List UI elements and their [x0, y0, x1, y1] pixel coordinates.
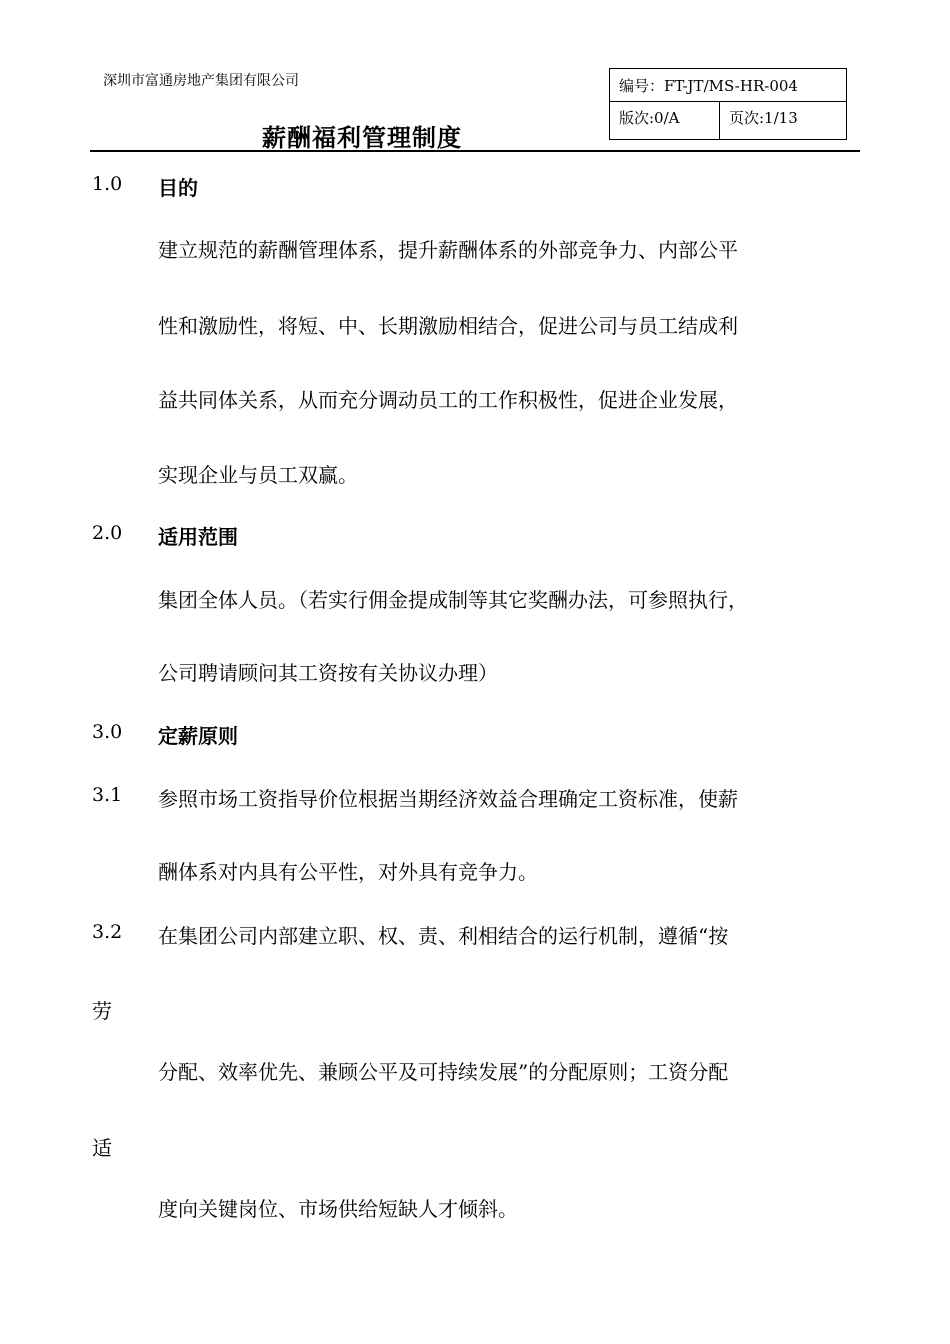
- section-number: 1.0: [92, 173, 123, 195]
- paragraph-line: 在集团公司内部建立职、权、责、利相结合的运行机制，遵循“按: [158, 924, 729, 948]
- section-number: 2.0: [92, 522, 123, 544]
- section-number: 3.0: [92, 721, 123, 743]
- paragraph-line: 劳: [92, 999, 112, 1023]
- cell-divider: [719, 101, 720, 139]
- paragraph-line: 分配、效率优先、兼顾公平及可持续发展”的分配原则；工资分配: [158, 1060, 729, 1084]
- page-indicator: 页次:1/13: [729, 109, 798, 127]
- paragraph-line: 适: [92, 1136, 112, 1160]
- paragraph-line: 度向关键岗位、市场供给短缺人才倾斜。: [158, 1197, 518, 1221]
- document-title: 薪酬福利管理制度: [262, 123, 462, 152]
- document-version: 版次:0/A: [619, 109, 680, 127]
- document-code-box: [609, 68, 847, 140]
- company-name: 深圳市富通房地产集团有限公司: [103, 73, 299, 89]
- paragraph-line: 实现企业与员工双赢。: [158, 463, 358, 487]
- paragraph-line: 公司聘请顾问其工资按有关协议办理）: [158, 661, 498, 685]
- paragraph-line: 建立规范的薪酬管理体系，提升薪酬体系的外部竞争力、内部公平: [158, 238, 738, 262]
- paragraph-line: 益共同体关系，从而充分调动员工的工作积极性，促进企业发展，: [158, 388, 738, 412]
- header-rule: [90, 150, 860, 152]
- paragraph-line: 性和激励性，将短、中、长期激励相结合，促进公司与员工结成利: [158, 314, 738, 338]
- item-number: 3.2: [92, 921, 123, 943]
- item-number: 3.1: [92, 784, 123, 806]
- section-title: 定薪原则: [158, 724, 238, 748]
- paragraph-line: 集团全体人员。（若实行佣金提成制等其它奖酬办法，可参照执行，: [158, 588, 748, 612]
- paragraph-line: 酬体系对内具有公平性，对外具有竞争力。: [158, 860, 538, 884]
- section-title: 适用范围: [158, 525, 238, 549]
- document-code: 编号：FT-JT/MS-HR-004: [619, 77, 798, 95]
- paragraph-line: 参照市场工资指导价位根据当期经济效益合理确定工资标准，使薪: [158, 787, 738, 811]
- section-title: 目的: [158, 176, 198, 200]
